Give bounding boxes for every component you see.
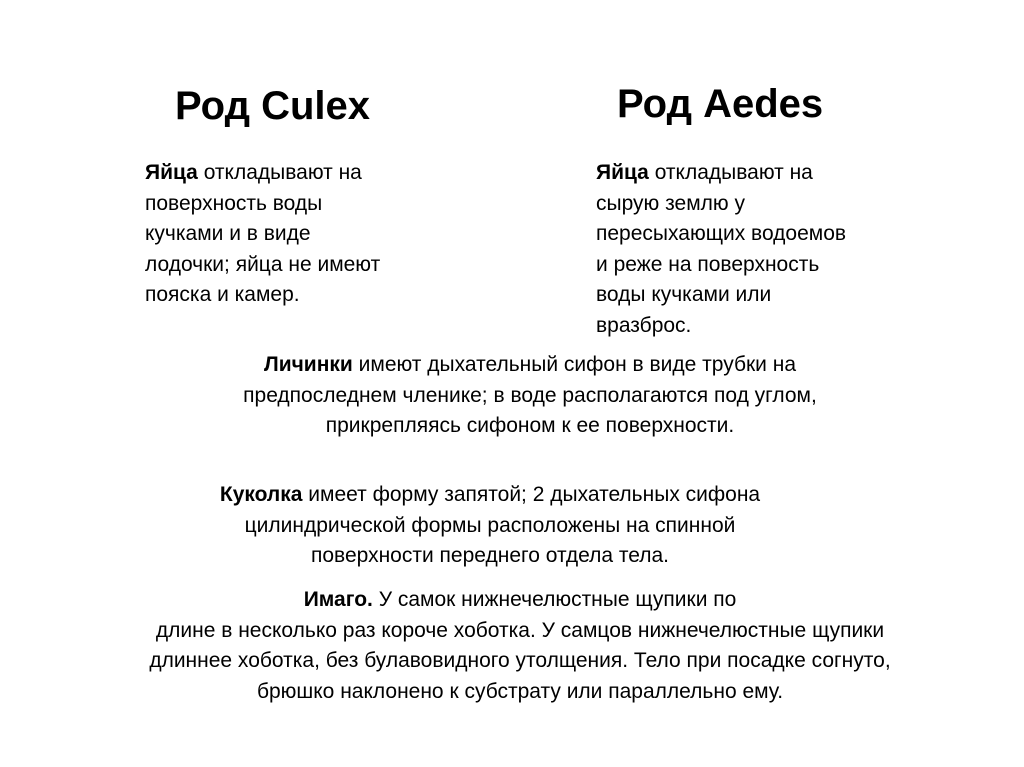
text-line: лодочки; яйца не имеют: [145, 252, 381, 276]
text-line: брюшко наклонено к субстрату или параллельно ему.: [256, 679, 784, 703]
text-line: цилиндрической формы расположены на спинной: [244, 513, 736, 537]
text-line: поверхность воды: [145, 191, 323, 215]
pupa-paragraph: [140, 480, 840, 572]
text-line: вразброс.: [596, 313, 692, 337]
text-line: предпоследнем членике; в воде располагаются под углом,: [243, 383, 817, 407]
text-line: кучками и в виде: [145, 222, 311, 245]
larva-label: Личинки: [263, 353, 353, 376]
text-line: сырую землю у: [596, 191, 745, 215]
text-line: длиннее хоботка, без булавовидного утолщения. Тело при посадке согнуто,: [149, 649, 891, 672]
culex-eggs-label: Яйца: [145, 161, 198, 184]
aedes-title: Род Aedes: [617, 82, 824, 126]
culex-eggs-text: [145, 158, 445, 311]
text-line: У самок нижнечелюстные щупики по: [372, 588, 737, 611]
text-line: откладывают на: [648, 161, 813, 184]
aedes-eggs-text: [596, 158, 906, 341]
larva-paragraph: [150, 350, 910, 442]
aedes-eggs-label: Яйца: [596, 161, 649, 184]
text-line: длине в несколько раз короче хоботка. У самцов нижнечелюстные щупики: [155, 618, 885, 642]
culex-title: Род Culex: [175, 84, 371, 128]
text-line: пересыхающих водоемов: [596, 222, 847, 245]
text-line: имеет форму запятой; 2 дыхательных сифона: [302, 483, 761, 506]
text-line: имеют дыхательный сифон в виде трубки на: [352, 353, 797, 376]
text-line: откладывают на: [197, 161, 362, 184]
text-line: прикрепляясь сифоном к ее поверхности.: [325, 414, 735, 437]
imago-label: Имаго.: [303, 588, 373, 611]
text-line: и реже на поверхность: [596, 252, 820, 276]
text-line: пояска и камер.: [145, 283, 300, 306]
text-line: поверхности переднего отдела тела.: [310, 544, 669, 567]
imago-paragraph: [60, 585, 980, 707]
pupa-label: Куколка: [219, 483, 303, 506]
text-line: воды кучками или: [596, 283, 772, 306]
